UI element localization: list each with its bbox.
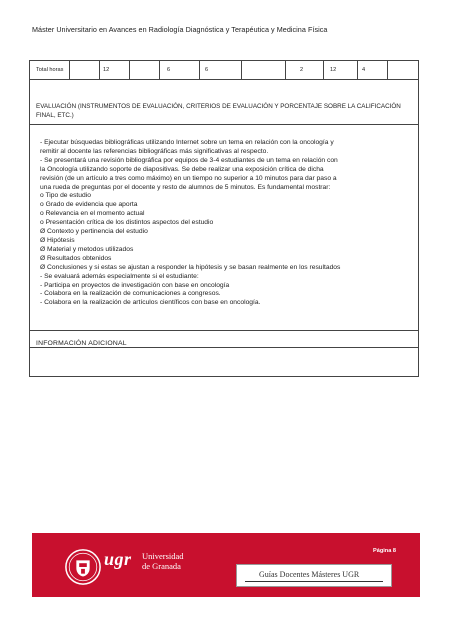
evaluation-line: o Relevancia en el momento actual xyxy=(40,210,145,218)
evaluation-line: Ø Hipótesis xyxy=(40,236,75,244)
hours-cell: 12 xyxy=(100,61,130,79)
hours-cell xyxy=(242,61,286,79)
evaluation-line: Ø Contexto y pertinencia del estudio xyxy=(40,228,148,236)
hours-cell: 12 xyxy=(324,61,358,79)
university-name xyxy=(142,552,184,571)
university-name-line: de Granada xyxy=(142,560,181,571)
evaluation-body xyxy=(30,125,418,331)
evaluation-line: una rueda de preguntas por el docente y resto de alumnos de 5 minutos. Es fundamental mostrar: xyxy=(40,183,331,191)
evaluation-title: EVALUACIÓN (INSTRUMENTOS DE EVALUACIÓN, CRITERIOS DE EVALUACIÓN Y PORCENTAJE SOBRE LA CALIFICACIÓN FINAL, ETC.) xyxy=(30,80,418,125)
evaluation-line: - Participa en proyectos de investigación con base en oncología xyxy=(40,281,230,289)
evaluation-line: o Presentación crítica de los distintos aspectos del estudio xyxy=(40,219,214,227)
hours-cell: 2 xyxy=(286,61,324,79)
evaluation-line: remitir al docente las referencias bibliográficas más significativas al respecto. xyxy=(40,147,269,155)
evaluation-line: o Tipo de estudio xyxy=(40,192,91,200)
evaluation-line: - Colabora en la realización de artículos científicos con base en oncología. xyxy=(40,299,261,307)
guides-label-box xyxy=(236,564,392,587)
additional-info-title: INFORMACIÓN ADICIONAL xyxy=(30,331,418,348)
hours-cell xyxy=(130,61,160,79)
hours-cell xyxy=(388,61,418,79)
evaluation-line: - Ejecutar búsquedas bibliográficas utilizando Internet sobre un tema en relación con la oncología y xyxy=(40,139,334,146)
guides-underline xyxy=(245,581,383,582)
guides-label: Guías Docentes Másteres UGR xyxy=(259,570,360,579)
additional-info-body xyxy=(30,348,418,376)
evaluation-line: - Se evaluará además especialmente si el estudiante: xyxy=(40,272,199,280)
university-name-line: Universidad xyxy=(142,551,184,561)
footer-banner xyxy=(32,533,420,597)
hours-cell xyxy=(70,61,100,79)
university-brand xyxy=(104,549,184,571)
evaluation-line: o Grado de evidencia que aporta xyxy=(40,201,138,209)
evaluation-line: revisión (de un artículo a tres como máximo) en un tiempo no superior a 10 minutos para dar paso a xyxy=(40,174,337,182)
evaluation-line: - Colabora en la realización de comunicaciones a congresos. xyxy=(40,290,221,298)
page-header: Máster Universitario en Avances en Radiología Diagnóstica y Terapéutica y Medicina Física xyxy=(32,25,328,34)
evaluation-line: Ø Resultados obtenidos xyxy=(40,254,112,262)
evaluation-line: Ø Material y metodos utilizados xyxy=(40,245,134,253)
total-hours-label: Total horas xyxy=(30,61,70,79)
total-hours-row xyxy=(30,61,418,80)
hours-cell: 6 xyxy=(200,61,242,79)
ugr-wordmark: ugr xyxy=(104,549,132,569)
hours-cell: 6 xyxy=(160,61,200,79)
course-guide-table xyxy=(29,60,419,377)
evaluation-line: - Se presentará una revisión bibliográfica por equipos de 3-4 estudiantes de un tema en relación con xyxy=(40,156,338,164)
university-seal-icon xyxy=(64,548,102,586)
evaluation-line: la Oncología utilizando soporte de diapositivas. Se debe realizar una exposición crítica de dicha xyxy=(40,165,324,173)
hours-cell: 4 xyxy=(358,61,388,79)
evaluation-line: Ø Conclusiones y si estas se ajustan a responder la hipótesis y se basan realmente en los resultados xyxy=(40,263,341,271)
page-number: Página 8 xyxy=(372,548,396,554)
